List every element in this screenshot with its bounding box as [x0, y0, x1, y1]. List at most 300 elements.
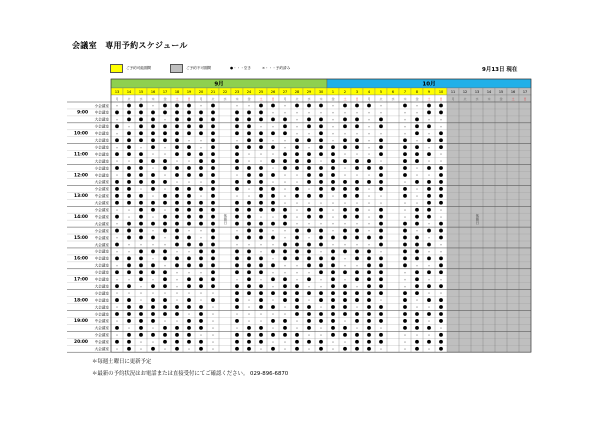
- slot-empty-mark: ×: [415, 263, 419, 268]
- slot-reserved-dot: [439, 111, 443, 115]
- slot-reserved-dot: [355, 159, 359, 163]
- slot-empty-mark: ×: [439, 117, 443, 122]
- slot-empty-mark: ×: [331, 200, 335, 205]
- slot-reserved-dot: [355, 298, 359, 302]
- slot-empty-mark: ×: [355, 305, 359, 310]
- slot-reserved-dot: [175, 117, 179, 121]
- room-label: 大会議室: [94, 201, 109, 206]
- day-number: 18: [174, 90, 180, 94]
- slot-reserved-dot: [127, 104, 131, 108]
- room-label: 小会議室: [94, 249, 109, 254]
- slot-reserved-dot: [403, 291, 407, 295]
- slot-reserved-dot: [367, 298, 371, 302]
- slot-reserved-dot: [235, 305, 239, 309]
- slot-reserved-dot: [199, 256, 203, 260]
- slot-reserved-dot: [259, 117, 263, 121]
- slot-empty-mark: ×: [295, 110, 299, 115]
- slot-reserved-dot: [127, 263, 131, 267]
- slot-reserved-dot: [331, 173, 335, 177]
- slot-reserved-dot: [367, 180, 371, 184]
- slot-reserved-dot: [319, 131, 323, 135]
- slot-reserved-dot: [139, 312, 143, 316]
- slot-empty-mark: ×: [115, 221, 119, 226]
- slot-empty-mark: ×: [235, 242, 239, 247]
- slot-reserved-dot: [439, 222, 443, 226]
- slot-empty-mark: ×: [139, 145, 143, 150]
- slot-reserved-dot: [355, 291, 359, 295]
- day-number: 29: [306, 90, 312, 94]
- slot-reserved-dot: [151, 347, 155, 351]
- slot-reserved-dot: [427, 187, 431, 191]
- slot-empty-mark: ×: [175, 277, 179, 282]
- slot-empty-mark: ×: [367, 110, 371, 115]
- slot-empty-mark: ×: [127, 325, 131, 330]
- slot-reserved-dot: [343, 291, 347, 295]
- slot-empty-mark: ×: [115, 291, 119, 296]
- slot-reserved-dot: [319, 187, 323, 191]
- slot-reserved-dot: [235, 166, 239, 170]
- slot-reserved-dot: [427, 284, 431, 288]
- slot-empty-mark: ×: [163, 291, 167, 296]
- slot-reserved-dot: [187, 201, 191, 205]
- slot-empty-mark: ×: [283, 270, 287, 275]
- slot-reserved-dot: [211, 173, 215, 177]
- slot-empty-mark: ×: [283, 312, 287, 317]
- slot-reserved-dot: [247, 277, 251, 281]
- slot-reserved-dot: [427, 215, 431, 219]
- day-number: 7: [403, 90, 407, 94]
- slot-reserved-dot: [307, 104, 311, 108]
- slot-reserved-dot: [259, 340, 263, 344]
- slot-reserved-dot: [187, 131, 191, 135]
- slot-reserved-dot: [235, 215, 239, 219]
- slot-empty-mark: ×: [163, 173, 167, 178]
- slot-reserved-dot: [319, 298, 323, 302]
- slot-reserved-dot: [271, 305, 275, 309]
- weekday-label: 土: [259, 97, 263, 101]
- slot-reserved-dot: [439, 166, 443, 170]
- slot-empty-mark: ×: [283, 180, 287, 185]
- slot-empty-mark: ×: [115, 263, 119, 268]
- slot-reserved-dot: [247, 138, 251, 142]
- slot-reserved-dot: [427, 124, 431, 128]
- slot-reserved-dot: [175, 340, 179, 344]
- slot-reserved-dot: [127, 284, 131, 288]
- slot-empty-mark: ×: [199, 145, 203, 150]
- slot-empty-mark: ×: [379, 325, 383, 330]
- slot-reserved-dot: [343, 138, 347, 142]
- slot-empty-mark: ×: [295, 270, 299, 275]
- slot-empty-mark: ×: [415, 228, 419, 233]
- slot-empty-mark: ×: [271, 325, 275, 330]
- slot-empty-mark: ×: [331, 242, 335, 247]
- slot-empty-mark: ×: [151, 152, 155, 157]
- slot-reserved-dot: [355, 138, 359, 142]
- slot-empty-mark: ×: [115, 332, 119, 337]
- slot-empty-mark: ×: [331, 117, 335, 122]
- slot-reserved-dot: [211, 270, 215, 274]
- slot-empty-mark: ×: [271, 242, 275, 247]
- slot-reserved-dot: [319, 340, 323, 344]
- slot-reserved-dot: [127, 131, 131, 135]
- slot-empty-mark: ×: [163, 346, 167, 351]
- slot-empty-mark: ×: [259, 242, 263, 247]
- slot-reserved-dot: [187, 215, 191, 219]
- slot-reserved-dot: [175, 229, 179, 233]
- slot-reserved-dot: [295, 291, 299, 295]
- slot-empty-mark: ×: [247, 186, 251, 191]
- slot-empty-mark: ×: [163, 117, 167, 122]
- slot-empty-mark: ×: [343, 339, 347, 344]
- slot-reserved-dot: [259, 201, 263, 205]
- slot-empty-mark: ×: [175, 284, 179, 289]
- slot-empty-mark: ×: [151, 325, 155, 330]
- slot-reserved-dot: [139, 111, 143, 115]
- slot-empty-mark: ×: [343, 173, 347, 178]
- slot-reserved-dot: [115, 298, 119, 302]
- day-number: 15: [138, 90, 144, 94]
- legend-empty-label: ×・・・予約済み: [262, 66, 291, 70]
- slot-empty-mark: ×: [331, 221, 335, 226]
- slot-empty-mark: ×: [403, 339, 407, 344]
- slot-reserved-dot: [331, 270, 335, 274]
- room-label: 中会議室: [94, 214, 109, 219]
- slot-empty-mark: ×: [379, 249, 383, 254]
- slot-empty-mark: ×: [199, 235, 203, 240]
- slot-reserved-dot: [127, 270, 131, 274]
- slot-reserved-dot: [247, 263, 251, 267]
- slot-reserved-dot: [427, 326, 431, 330]
- slot-reserved-dot: [355, 166, 359, 170]
- slot-empty-mark: ×: [247, 298, 251, 303]
- slot-reserved-dot: [307, 250, 311, 254]
- slot-empty-mark: ×: [211, 339, 215, 344]
- slot-reserved-dot: [427, 104, 431, 108]
- slot-reserved-dot: [235, 159, 239, 163]
- slot-reserved-dot: [163, 131, 167, 135]
- slot-reserved-dot: [307, 152, 311, 156]
- slot-reserved-dot: [139, 236, 143, 240]
- slot-reserved-dot: [403, 145, 407, 149]
- slot-reserved-dot: [343, 117, 347, 121]
- slot-reserved-dot: [331, 284, 335, 288]
- slot-reserved-dot: [439, 263, 443, 267]
- slot-empty-mark: ×: [115, 277, 119, 282]
- slot-reserved-dot: [127, 194, 131, 198]
- slot-empty-mark: ×: [307, 332, 311, 337]
- slot-reserved-dot: [247, 145, 251, 149]
- as-of-date: 9月13日 現在: [482, 67, 518, 73]
- slot-empty-mark: ×: [139, 346, 143, 351]
- slot-reserved-dot: [127, 138, 131, 142]
- slot-empty-mark: ×: [259, 152, 263, 157]
- slot-reserved-dot: [127, 229, 131, 233]
- slot-reserved-dot: [271, 208, 275, 212]
- slot-reserved-dot: [307, 319, 311, 323]
- slot-empty-mark: ×: [427, 145, 431, 150]
- slot-reserved-dot: [367, 340, 371, 344]
- slot-reserved-dot: [199, 277, 203, 281]
- slot-reserved-dot: [403, 138, 407, 142]
- slot-reserved-dot: [247, 291, 251, 295]
- slot-reserved-dot: [331, 326, 335, 330]
- slot-empty-mark: ×: [379, 346, 383, 351]
- slot-reserved-dot: [139, 208, 143, 212]
- slot-reserved-dot: [403, 236, 407, 240]
- slot-reserved-dot: [199, 215, 203, 219]
- slot-reserved-dot: [415, 250, 419, 254]
- slot-reserved-dot: [211, 243, 215, 247]
- slot-reserved-dot: [163, 229, 167, 233]
- slot-reserved-dot: [415, 256, 419, 260]
- slot-reserved-dot: [187, 194, 191, 198]
- slot-reserved-dot: [247, 250, 251, 254]
- slot-reserved-dot: [415, 284, 419, 288]
- weekday-label: 水: [475, 97, 479, 101]
- slot-empty-mark: ×: [415, 332, 419, 337]
- slot-reserved-dot: [259, 236, 263, 240]
- slot-reserved-dot: [427, 340, 431, 344]
- slot-reserved-dot: [187, 104, 191, 108]
- slot-reserved-dot: [331, 159, 335, 163]
- slot-reserved-dot: [283, 117, 287, 121]
- slot-reserved-dot: [403, 194, 407, 198]
- slot-reserved-dot: [151, 173, 155, 177]
- slot-reserved-dot: [139, 326, 143, 330]
- slot-reserved-dot: [127, 305, 131, 309]
- slot-reserved-dot: [283, 319, 287, 323]
- slot-reserved-dot: [259, 187, 263, 191]
- slot-empty-mark: ×: [271, 284, 275, 289]
- slot-empty-mark: ×: [259, 159, 263, 164]
- slot-reserved-dot: [247, 284, 251, 288]
- slot-reserved-dot: [367, 326, 371, 330]
- slot-empty-mark: ×: [283, 138, 287, 143]
- slot-reserved-dot: [115, 194, 119, 198]
- slot-empty-mark: ×: [271, 270, 275, 275]
- slot-reserved-dot: [175, 263, 179, 267]
- slot-reserved-dot: [139, 131, 143, 135]
- slot-reserved-dot: [439, 347, 443, 351]
- slot-reserved-dot: [379, 208, 383, 212]
- slot-empty-mark: ×: [343, 319, 347, 324]
- slot-reserved-dot: [235, 250, 239, 254]
- slot-reserved-dot: [331, 333, 335, 337]
- slot-empty-mark: ×: [331, 207, 335, 212]
- room-label: 小会議室: [94, 166, 109, 171]
- room-label: 小会議室: [94, 270, 109, 275]
- slot-reserved-dot: [271, 291, 275, 295]
- slot-empty-mark: ×: [427, 346, 431, 351]
- time-label: 20:00: [74, 340, 88, 346]
- slot-reserved-dot: [331, 291, 335, 295]
- slot-reserved-dot: [295, 340, 299, 344]
- slot-reserved-dot: [139, 263, 143, 267]
- slot-reserved-dot: [283, 166, 287, 170]
- weekday-label: 月: [283, 97, 287, 101]
- time-label: 14:00: [74, 214, 88, 220]
- slot-empty-mark: ×: [367, 152, 371, 157]
- slot-reserved-dot: [367, 305, 371, 309]
- slot-reserved-dot: [307, 124, 311, 128]
- slot-empty-mark: ×: [199, 228, 203, 233]
- slot-reserved-dot: [427, 111, 431, 115]
- slot-reserved-dot: [151, 250, 155, 254]
- slot-reserved-dot: [379, 263, 383, 267]
- slot-reserved-dot: [163, 312, 167, 316]
- slot-reserved-dot: [271, 117, 275, 121]
- slot-reserved-dot: [199, 166, 203, 170]
- slot-reserved-dot: [355, 208, 359, 212]
- slot-reserved-dot: [343, 124, 347, 128]
- slot-reserved-dot: [307, 256, 311, 260]
- time-label: 10:00: [74, 131, 88, 137]
- slot-reserved-dot: [259, 256, 263, 260]
- slot-empty-mark: ×: [403, 110, 407, 115]
- slot-reserved-dot: [283, 291, 287, 295]
- slot-reserved-dot: [187, 124, 191, 128]
- slot-reserved-dot: [379, 166, 383, 170]
- slot-reserved-dot: [259, 333, 263, 337]
- slot-reserved-dot: [283, 333, 287, 337]
- slot-reserved-dot: [367, 291, 371, 295]
- slot-reserved-dot: [307, 138, 311, 142]
- slot-empty-mark: ×: [115, 145, 119, 150]
- weekday-label: 木: [487, 97, 491, 101]
- slot-empty-mark: ×: [283, 193, 287, 198]
- slot-reserved-dot: [127, 340, 131, 344]
- slot-reserved-dot: [127, 111, 131, 115]
- slot-reserved-dot: [163, 194, 167, 198]
- slot-reserved-dot: [307, 180, 311, 184]
- slot-reserved-dot: [235, 152, 239, 156]
- day-number: 16: [150, 90, 156, 94]
- slot-reserved-dot: [139, 250, 143, 254]
- slot-empty-mark: ×: [235, 138, 239, 143]
- slot-reserved-dot: [187, 187, 191, 191]
- slot-reserved-dot: [247, 270, 251, 274]
- slot-reserved-dot: [187, 326, 191, 330]
- slot-reserved-dot: [319, 194, 323, 198]
- slot-empty-mark: ×: [115, 173, 119, 178]
- slot-reserved-dot: [139, 277, 143, 281]
- slot-reserved-dot: [295, 229, 299, 233]
- slot-empty-mark: ×: [295, 131, 299, 136]
- slot-reserved-dot: [127, 180, 131, 184]
- slot-reserved-dot: [307, 159, 311, 163]
- slot-empty-mark: ×: [439, 249, 443, 254]
- slot-reserved-dot: [295, 347, 299, 351]
- slot-reserved-dot: [175, 347, 179, 351]
- slot-reserved-dot: [379, 340, 383, 344]
- slot-empty-mark: ×: [367, 242, 371, 247]
- slot-reserved-dot: [235, 333, 239, 337]
- slot-empty-mark: ×: [283, 103, 287, 108]
- slot-empty-mark: ×: [295, 207, 299, 212]
- slot-reserved-dot: [115, 229, 119, 233]
- slot-reserved-dot: [187, 236, 191, 240]
- slot-reserved-dot: [211, 236, 215, 240]
- slot-reserved-dot: [379, 145, 383, 149]
- slot-empty-mark: ×: [331, 193, 335, 198]
- slot-empty-mark: ×: [283, 305, 287, 310]
- slot-reserved-dot: [187, 319, 191, 323]
- slot-empty-mark: ×: [163, 152, 167, 157]
- slot-reserved-dot: [259, 326, 263, 330]
- slot-empty-mark: ×: [367, 207, 371, 212]
- slot-reserved-dot: [199, 326, 203, 330]
- slot-reserved-dot: [427, 312, 431, 316]
- room-label: 小会議室: [94, 124, 109, 129]
- slot-empty-mark: ×: [187, 228, 191, 233]
- slot-reserved-dot: [331, 298, 335, 302]
- weekday-label: 水: [223, 97, 227, 101]
- slot-reserved-dot: [403, 312, 407, 316]
- slot-reserved-dot: [283, 250, 287, 254]
- slot-empty-mark: ×: [175, 159, 179, 164]
- slot-empty-mark: ×: [439, 152, 443, 157]
- slot-reserved-dot: [403, 104, 407, 108]
- slot-empty-mark: ×: [259, 346, 263, 351]
- slot-reserved-dot: [295, 166, 299, 170]
- slot-empty-mark: ×: [199, 332, 203, 337]
- weekday-label: 日: [439, 97, 443, 101]
- slot-reserved-dot: [439, 145, 443, 149]
- slot-reserved-dot: [259, 180, 263, 184]
- closed-day-label-october: 休館日: [475, 213, 479, 225]
- slot-reserved-dot: [151, 111, 155, 115]
- slot-reserved-dot: [175, 236, 179, 240]
- slot-reserved-dot: [319, 152, 323, 156]
- slot-reserved-dot: [187, 117, 191, 121]
- slot-reserved-dot: [415, 215, 419, 219]
- slot-reserved-dot: [295, 104, 299, 108]
- slot-reserved-dot: [163, 104, 167, 108]
- slot-empty-mark: ×: [175, 180, 179, 185]
- slot-empty-mark: ×: [259, 124, 263, 129]
- day-number: 27: [282, 90, 288, 94]
- slot-reserved-dot: [139, 117, 143, 121]
- slot-empty-mark: ×: [355, 200, 359, 205]
- slot-reserved-dot: [115, 215, 119, 219]
- slot-empty-mark: ×: [187, 180, 191, 185]
- slot-empty-mark: ×: [151, 277, 155, 282]
- slot-empty-mark: ×: [319, 284, 323, 289]
- slot-reserved-dot: [271, 104, 275, 108]
- slot-empty-mark: ×: [163, 207, 167, 212]
- day-number: 28: [294, 90, 300, 94]
- time-label: 13:00: [74, 194, 88, 200]
- slot-reserved-dot: [355, 250, 359, 254]
- slot-reserved-dot: [199, 159, 203, 163]
- slot-reserved-dot: [115, 152, 119, 156]
- room-label: 大会議室: [94, 305, 109, 310]
- slot-reserved-dot: [175, 138, 179, 142]
- slot-reserved-dot: [139, 159, 143, 163]
- slot-reserved-dot: [439, 256, 443, 260]
- slot-reserved-dot: [259, 270, 263, 274]
- slot-empty-mark: ×: [259, 312, 263, 317]
- slot-reserved-dot: [211, 256, 215, 260]
- slot-empty-mark: ×: [283, 186, 287, 191]
- slot-reserved-dot: [439, 104, 443, 108]
- slot-empty-mark: ×: [367, 200, 371, 205]
- slot-reserved-dot: [355, 312, 359, 316]
- room-label: 大会議室: [94, 242, 109, 247]
- slot-reserved-dot: [439, 340, 443, 344]
- slot-reserved-dot: [295, 145, 299, 149]
- room-label: 中会議室: [94, 256, 109, 261]
